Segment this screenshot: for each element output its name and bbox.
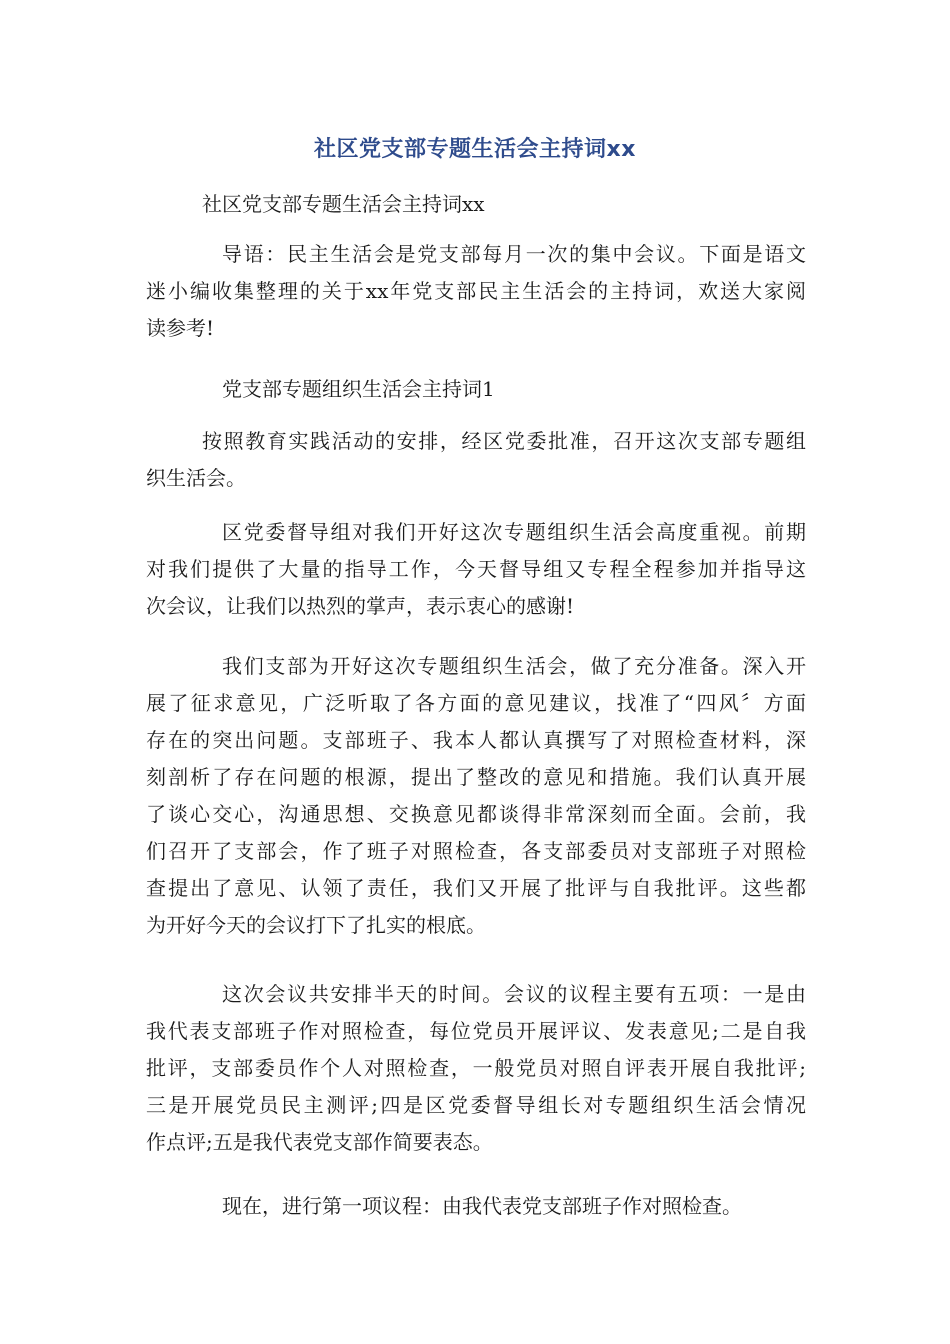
text-line: 现在，进行第一项议程：由我代表党支部班子作对照检查。: [222, 1194, 742, 1218]
text-line: 了谈心交心，沟通思想、交换意见都谈得非常深刻而全面。会前，我: [146, 802, 806, 826]
text-line: 为开好今天的会议打下了扎实的根底。: [146, 913, 486, 937]
document-title: 社区党支部专题生活会主持词xx: [314, 137, 636, 162]
text-line: 作点评;五是我代表党支部作简要表态。: [146, 1130, 493, 1154]
paragraph-1: [146, 423, 806, 497]
text-line: 区党委督导组对我们开好这次专题组织生活会高度重视。前期: [222, 520, 806, 544]
paragraph-3: [146, 648, 806, 944]
document-subtitle: [146, 186, 806, 223]
text-line: 织生活会。: [146, 466, 246, 490]
text-line: 三是开展党员民主测评;四是区党委督导组长对专题组织生活会情况: [146, 1093, 806, 1117]
text-line: 按照教育实践活动的安排，经区党委批准，召开这次支部专题组: [202, 429, 806, 453]
text-line: 对我们提供了大量的指导工作，今天督导组又专程全程参加并指导这: [146, 557, 806, 581]
text-line: 我们支部为开好这次专题组织生活会，做了充分准备。深入开: [222, 654, 806, 678]
text-line: 这次会议共安排半天的时间。会议的议程主要有五项：一是由: [222, 982, 806, 1006]
section-heading: [146, 371, 806, 408]
text-line: 刻剖析了存在问题的根源，提出了整改的意见和措施。我们认真开展: [146, 765, 806, 789]
text-line: 展了征求意见，广泛听取了各方面的意见建议，找准了“四风〞方面: [146, 691, 806, 715]
paragraph-5: [146, 1188, 806, 1225]
text-line: 批评，支部委员作个人对照检查，一般党员对照自评表开展自我批评;: [146, 1056, 806, 1080]
intro-paragraph: [146, 236, 806, 347]
text-line: 迷小编收集整理的关于xx年党支部民主生活会的主持词，欢送大家阅: [146, 279, 806, 303]
text-line: 次会议，让我们以热烈的掌声，表示衷心的感谢!: [146, 594, 575, 618]
text-line: 查提出了意见、认领了责任，我们又开展了批评与自我批评。这些都: [146, 876, 806, 900]
text-line: 导语：民主生活会是党支部每月一次的集中会议。下面是语文: [222, 242, 806, 266]
text-line: 们召开了支部会，作了班子对照检查，各支部委员对支部班子对照检: [146, 839, 806, 863]
text-line: 存在的突出问题。支部班子、我本人都认真撰写了对照检查材料，深: [146, 728, 806, 752]
text-line: 社区党支部专题生活会主持词xx: [202, 192, 485, 216]
text-line: 读参考!: [146, 316, 215, 340]
text-line: 党支部专题组织生活会主持词1: [222, 377, 495, 401]
paragraph-4: [146, 976, 806, 1161]
paragraph-2: [146, 514, 806, 625]
text-line: 我代表支部班子作对照检查，每位党员开展评议、发表意见;二是自我: [146, 1019, 806, 1043]
